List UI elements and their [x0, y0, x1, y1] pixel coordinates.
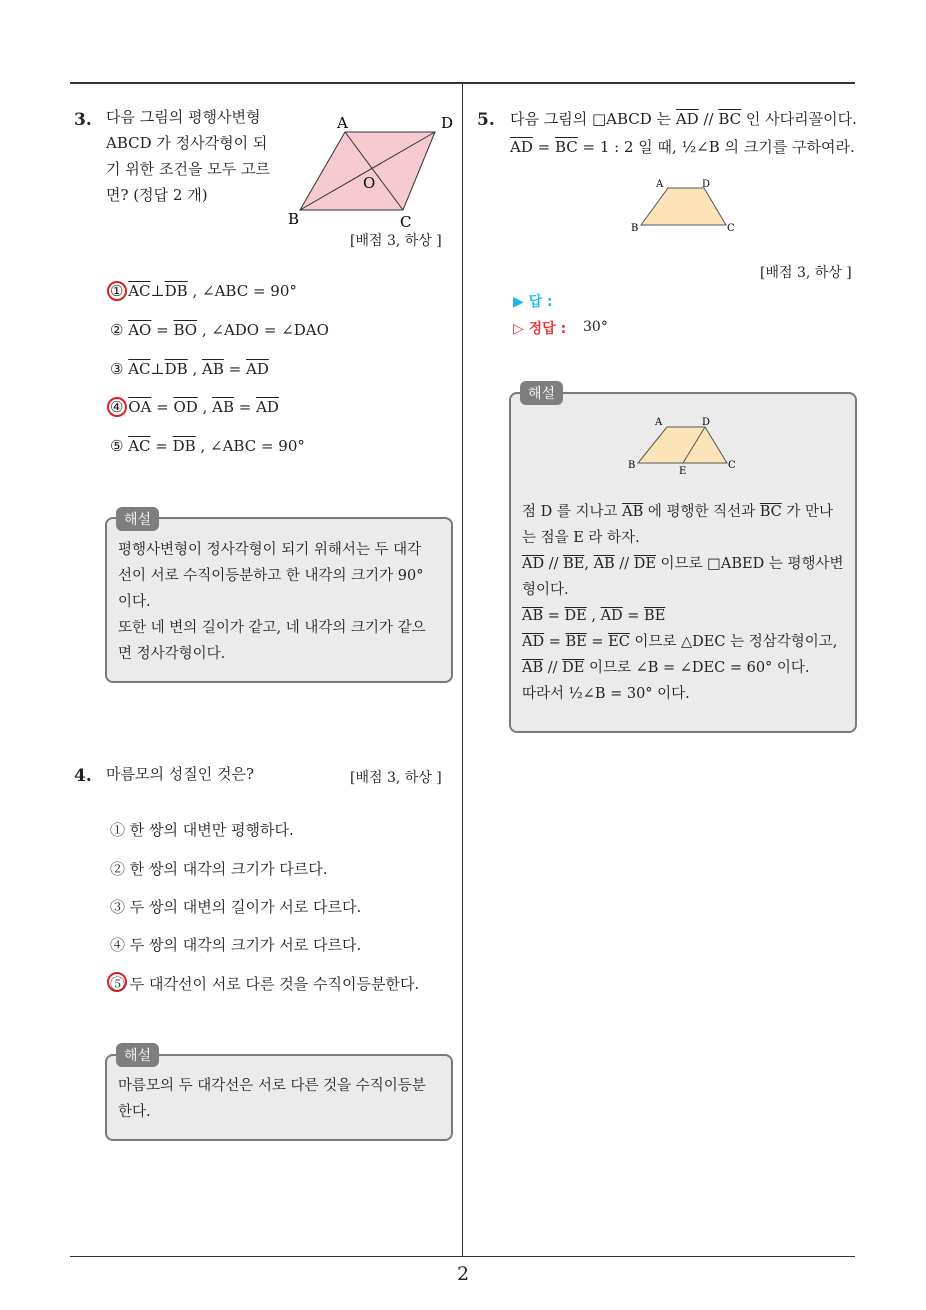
label-o: O [363, 174, 376, 192]
label-a: A [655, 417, 663, 428]
q4-solution-text [118, 1073, 426, 1125]
q5-number: 5. [477, 110, 495, 130]
q4-solution-tag: 해설 [116, 1043, 159, 1067]
trapezoid-shape [641, 188, 726, 225]
label-b: B [288, 210, 300, 228]
q3-text-line: 다음 그림의 평행사변형 [106, 108, 261, 126]
q3-text-line: ABCD 가 정사각형이 되 [106, 134, 268, 152]
q3-score: [배점 3, 하상 ] [350, 233, 442, 249]
solution-line: 면 정사각형이다. [118, 646, 226, 662]
q3-solution-tag: 해설 [116, 507, 159, 531]
q3-option-4[interactable]: ④ $\overline{OA} = \overline{OD}$ , $\overline{AB} = \overline{AD}$ [110, 398, 279, 416]
q4-number: 4. [74, 766, 92, 786]
bottom-rule [70, 1256, 855, 1257]
solution-line: 선이 서로 수직이등분하고 한 내각의 크기가 90° [118, 568, 424, 584]
q3-solution-text [118, 537, 426, 667]
label-a: A [656, 179, 664, 190]
label-d: D [702, 417, 711, 428]
q3-option-2[interactable]: ② $\overline{AO} = \overline{BO}$ , ∠ADO = ∠DAO [110, 321, 329, 339]
q5-score: [배점 3, 하상 ] [760, 265, 852, 281]
trapezoid-figure [628, 175, 738, 237]
q5-solution-text [522, 499, 843, 707]
label-b: B [631, 223, 639, 234]
correct-answer-value: 30° [583, 319, 608, 335]
correct-answer-label: ▷ 정답 : [513, 321, 567, 337]
label-c: C [400, 213, 412, 231]
solution-line: 형이다. [522, 582, 569, 598]
solution-line: 또한 네 변의 길이가 같고, 네 내각의 크기가 같으 [118, 620, 426, 636]
label-d: D [441, 114, 454, 132]
q4-option-3[interactable]: ③ 두 쌍의 대변의 길이가 서로 다르다. [110, 898, 362, 916]
label-c: C [727, 223, 735, 234]
label-a: A [337, 114, 348, 132]
label-d: D [702, 179, 711, 190]
solution-line: $\overline{AB} // \overline{DE}$ 이므로 ∠B = ∠DEC = 60° 이다. [522, 660, 810, 676]
q3-option-1[interactable]: ① $\overline{AC}\perp\overline{DB}$ , ∠ABC = 90° [110, 282, 297, 300]
solution-line: 한다. [118, 1104, 151, 1120]
q3-text [106, 104, 270, 208]
q3-text-line: 면? (정답 2 개) [106, 186, 208, 204]
q4-text: 마름모의 성질인 것은? [106, 765, 254, 783]
q3-option-5[interactable]: ⑤ $\overline{AC} = \overline{DB}$ , ∠ABC = 90° [110, 437, 305, 455]
q4-score: [배점 3, 하상 ] [350, 770, 442, 786]
solution-line: 점 D 를 지나고 $\overline{AB}$ 에 평행한 직선과 $\overline{BC}$ 가 만나 [522, 504, 834, 520]
solution-line: $\overline{AB} = \overline{DE}$ , $\overline{AD} = \overline{BE}$ [522, 608, 666, 624]
label-c: C [728, 460, 736, 471]
parallelogram-figure [285, 110, 465, 235]
label-b: B [628, 460, 636, 471]
q5-text-line-1: 다음 그림의 □ABCD 는 $\overline{AD} // \overline{BC}$ 인 사다리꼴이다. [510, 110, 857, 128]
page-number: 2 [456, 1263, 470, 1285]
q5-text-line-2: $\overline{AD} = \overline{BC} = 1$ : 2 일 때, ½∠B 의 크기를 구하여라. [510, 138, 855, 156]
q3-number: 3. [74, 110, 92, 130]
q4-option-2[interactable]: ② 한 쌍의 대각의 크기가 다르다. [110, 860, 328, 878]
answer-label: ▶ 답 : [513, 294, 553, 310]
solution-line: 마름모의 두 대각선은 서로 다른 것을 수직이등분 [118, 1078, 426, 1094]
trapezoid-shape [638, 427, 727, 463]
solution-line: $\overline{AD} = \overline{BE} = \overline{EC}$ 이므로 △DEC 는 정삼각형이고, [522, 634, 838, 650]
solution-line: $\overline{AD} // \overline{BE}$, $\overline{AB} // \overline{DE}$ 이므로 □ABED 는 평행사변 [522, 556, 844, 572]
q4-option-4[interactable]: ④ 두 쌍의 대각의 크기가 서로 다르다. [110, 936, 362, 954]
label-e: E [679, 466, 687, 477]
q5-text [510, 105, 857, 161]
solution-line: 따라서 ½∠B = 30° 이다. [522, 686, 690, 702]
q5-solution-tag: 해설 [520, 381, 563, 405]
solution-line: 는 점을 E 라 하자. [522, 530, 640, 546]
q3-option-3[interactable]: ③ $\overline{AC}\perp\overline{DB}$ , $\overline{AB} = \overline{AD}$ [110, 360, 269, 378]
solution-line: 이다. [118, 594, 151, 610]
column-divider [462, 84, 463, 1256]
solution-line: 평행사변형이 정사각형이 되기 위해서는 두 대각 [118, 542, 422, 558]
q4-option-5[interactable]: ⑤ 두 대각선이 서로 다른 것을 수직이등분한다. [110, 975, 420, 993]
q4-option-1[interactable]: ① 한 쌍의 대변만 평행하다. [110, 821, 294, 839]
trapezoid-solution-figure [625, 413, 740, 477]
q3-text-line: 기 위한 조건을 모두 고르 [106, 160, 270, 178]
